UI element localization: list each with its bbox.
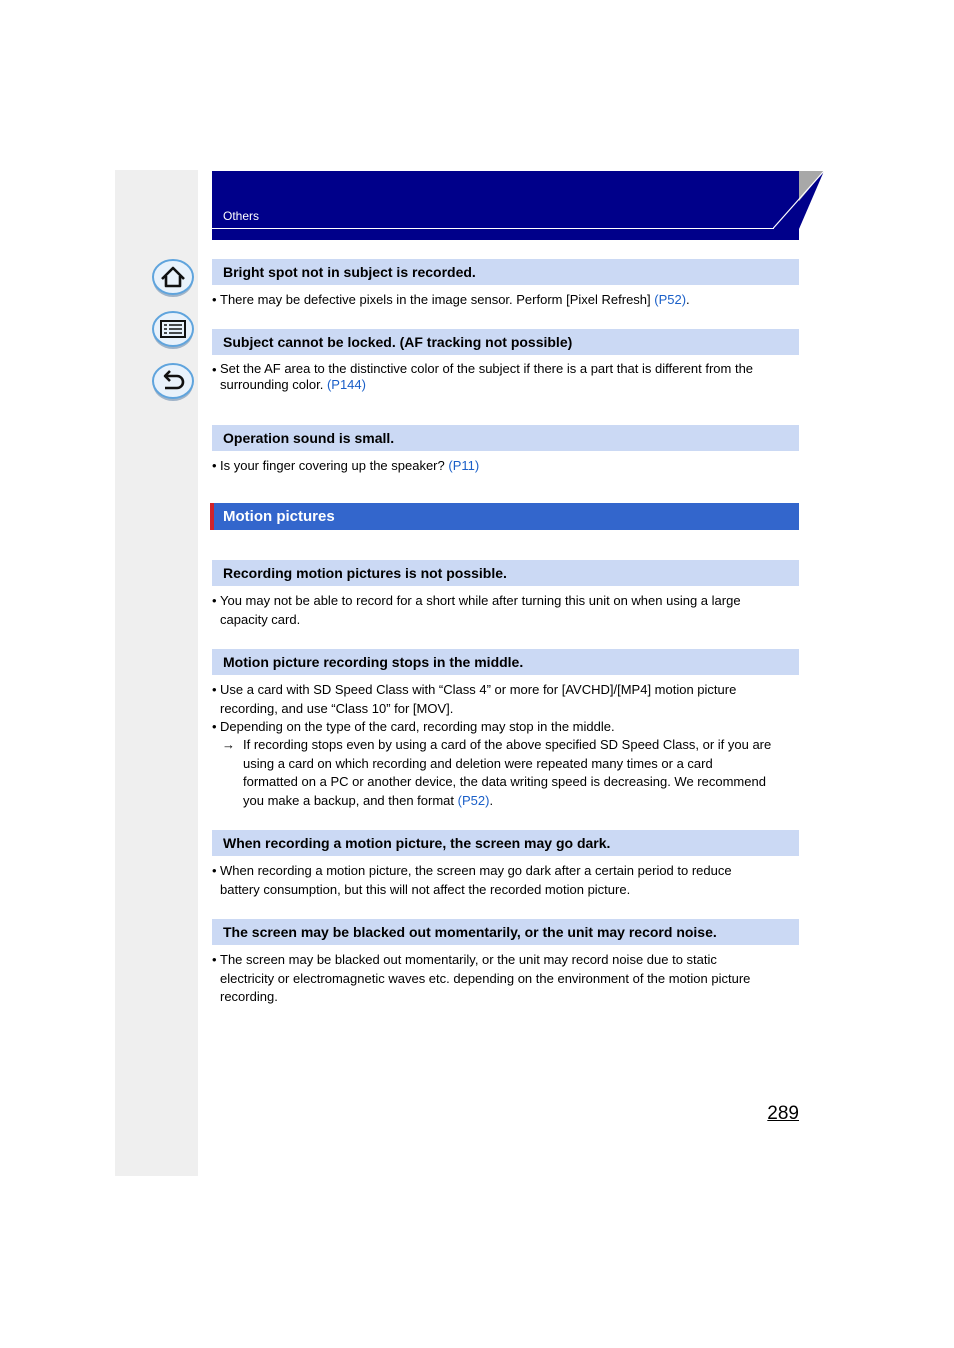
section-label: Others xyxy=(223,209,260,223)
answer-item: • Is your finger covering up the speaker? (P11) xyxy=(212,458,480,473)
answer-subitem: → If recording stops even by using a card of the above specified SD Speed Class, or if you are using a card on which recording and deletion were repeated many times or a card formatted on a PC or another device, the data writing speed is decreasing. We recommend you make a backup, and then format (P52). xyxy=(222,737,772,808)
category-accent-bar xyxy=(210,503,214,530)
answer-item: • The screen may be blacked out momentarily, or the unit may record noise due to static electricity or electromagnetic waves etc. depending on the environment of the motion picture recording. xyxy=(212,952,751,1004)
back-icon xyxy=(151,362,195,402)
question-heading: Bright spot not in subject is recorded. xyxy=(212,259,799,285)
page-link[interactable]: (P52) xyxy=(457,792,490,808)
answer-item: • You may not be able to record for a short while after turning this unit on when using a large capacity card. xyxy=(212,593,741,627)
question-heading: When recording a motion picture, the screen may go dark. xyxy=(212,830,799,856)
page-link[interactable]: (P144) xyxy=(326,376,366,392)
category-heading xyxy=(210,503,799,530)
answer-item: • Depending on the type of the card, recording may stop in the middle. xyxy=(212,719,615,734)
arrow-icon: → xyxy=(222,737,235,752)
home-icon xyxy=(151,258,195,298)
answer-item: • Use a card with SD Speed Class with “Class 4” or more for [AVCHD]/[MP4] motion picture recording, and use “Class 10” for [MOV]. xyxy=(212,682,737,716)
home-button[interactable] xyxy=(151,258,195,298)
question-heading: Recording motion pictures is not possible. xyxy=(212,560,799,586)
question-heading: Operation sound is small. xyxy=(212,425,799,451)
page-link[interactable]: (P52) xyxy=(654,292,687,307)
header-band xyxy=(212,171,799,240)
back-button[interactable] xyxy=(151,362,195,402)
category-title: Motion pictures xyxy=(223,508,335,525)
page-number: 289 xyxy=(767,1103,799,1124)
page-link[interactable]: (P11) xyxy=(448,458,480,473)
question-heading: Motion picture recording stops in the middle. xyxy=(212,649,799,675)
header-corner-fold xyxy=(773,171,824,229)
menu-icon xyxy=(151,310,195,350)
menu-button[interactable] xyxy=(151,310,195,350)
answer-item: • Set the AF area to the distinctive color of the subject if there is a part that is different from the surrounding color. (P144) xyxy=(212,361,754,392)
header-divider xyxy=(212,228,774,229)
answer-item: • When recording a motion picture, the screen may go dark after a certain period to reduce battery consumption, but this will not affect the recorded motion picture. xyxy=(212,863,732,897)
answer-item: • There may be defective pixels in the image sensor. Perform [Pixel Refresh] (P52). xyxy=(212,292,690,307)
question-heading: The screen may be blacked out momentarily, or the unit may record noise. xyxy=(212,919,799,945)
question-heading: Subject cannot be locked. (AF tracking not possible) xyxy=(212,329,799,355)
